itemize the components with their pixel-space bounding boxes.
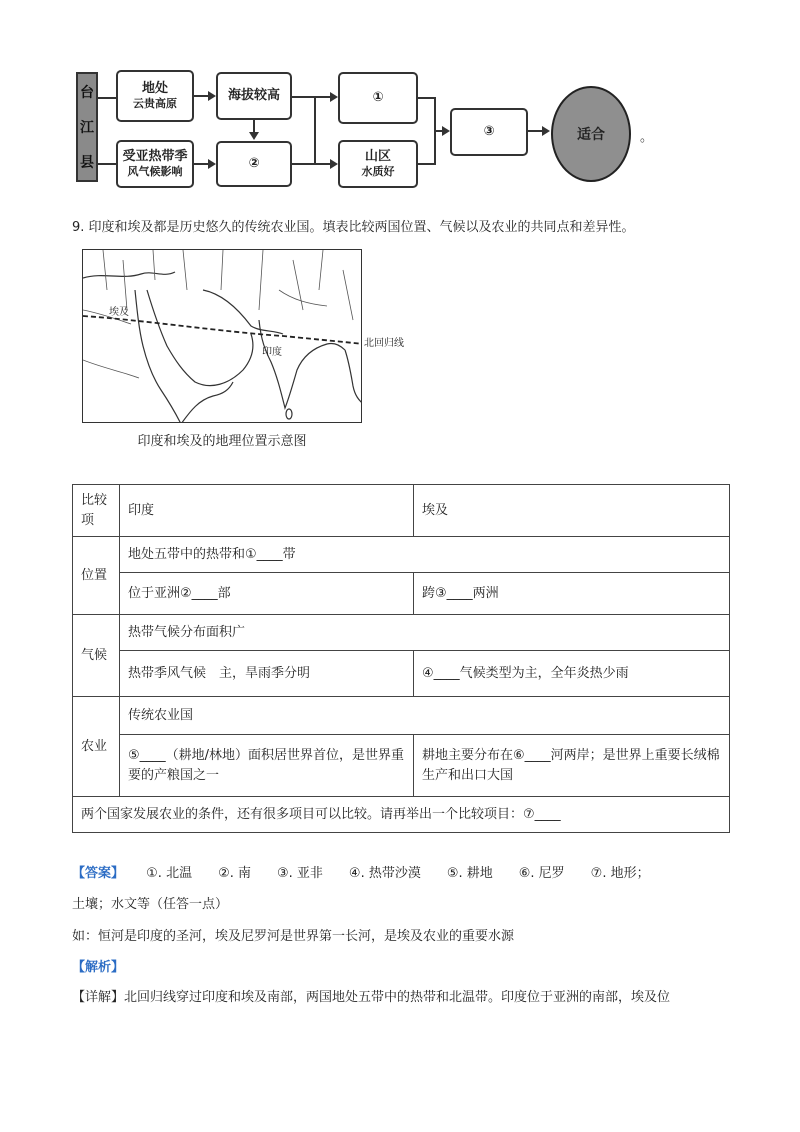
- arrow-right-icon: [208, 159, 216, 169]
- table-row: [73, 573, 730, 615]
- location-box: [116, 70, 194, 122]
- mountain-line1: 山区: [364, 149, 391, 164]
- coastline: [181, 382, 233, 423]
- connector: [314, 96, 316, 165]
- header-india: 印度: [120, 485, 414, 537]
- arrow-right-icon: [208, 91, 216, 101]
- blank1-box: [338, 72, 418, 124]
- altitude-text: 海拔较高: [227, 87, 280, 103]
- agri-india: ⑤____（耕地/林地）面积居世界首位，是世界重要的产粮国之一: [120, 735, 414, 797]
- arrow-right-icon: [330, 159, 338, 169]
- suitable-ellipse: [551, 86, 631, 182]
- detail-line: [72, 988, 792, 1008]
- arrow-right-icon: [442, 126, 450, 136]
- monsoon-line2: 风气候影响: [127, 165, 183, 179]
- coastline: [203, 290, 283, 334]
- row-climate: 气候: [73, 615, 120, 697]
- blank3-text: ③: [483, 123, 495, 139]
- answer-line-3: 如：恒河是印度的圣河，埃及尼罗河是世界第一长河，是埃及农业的重要水源: [72, 929, 515, 944]
- connector: [418, 163, 434, 165]
- analysis-tag: 【解析】: [72, 960, 125, 975]
- map-frame: [82, 249, 362, 423]
- location-line1: 地处: [141, 81, 168, 96]
- agri-egypt: 耕地主要分布在⑥____河两岸；是世界上重要长绒棉生产和出口大国: [414, 735, 730, 797]
- county-char-2: 江: [80, 119, 94, 136]
- arrow-down-icon: [249, 132, 259, 140]
- table-row: [73, 615, 730, 651]
- india-coast: [259, 320, 345, 408]
- map-svg: [83, 250, 362, 423]
- mountain-line2: 水质好: [361, 165, 395, 179]
- location-line2: 云贵高原: [133, 97, 177, 111]
- row-agri: 农业: [73, 697, 120, 797]
- county-char-3: 县: [80, 155, 94, 172]
- coastline: [83, 272, 175, 278]
- coastline: [147, 290, 253, 386]
- county-label-box: [76, 72, 98, 182]
- connector: [292, 163, 314, 165]
- detail-tag: 【详解】: [72, 990, 125, 1005]
- blank3-box: [450, 108, 528, 156]
- map-label-tropic: 北回归线: [364, 338, 404, 349]
- table-row: [73, 697, 730, 735]
- ellipse-text: 适合: [577, 127, 605, 143]
- table-footer: 两个国家发展农业的条件，还有很多项目可以比较。请再举出一个比较项目：⑦____: [73, 797, 730, 833]
- answer-items: ①. 北温 ②. 南 ③. 亚非 ④. 热带沙漠 ⑤. 耕地 ⑥. 尼罗 ⑦. 地形；: [146, 866, 650, 881]
- map-label-india: 印度: [262, 347, 282, 358]
- blank2-text: ②: [248, 155, 260, 171]
- agri-common: 传统农业国: [120, 697, 730, 735]
- connector: [292, 96, 314, 98]
- blank2-box: [216, 141, 292, 187]
- row-position: 位置: [73, 537, 120, 615]
- arrow-right-icon: [542, 126, 550, 136]
- tropic-of-cancer-line: [83, 316, 362, 344]
- position-common: 地处五带中的热带和①____带: [120, 537, 730, 573]
- header-egypt: 埃及: [414, 485, 730, 537]
- position-egypt: 跨③____两洲: [414, 573, 730, 615]
- answer-line-1: [72, 864, 792, 884]
- arrow-right-icon: [330, 92, 338, 102]
- table-row: [73, 735, 730, 797]
- coastline: [345, 350, 362, 404]
- header-compare: 比较项: [73, 485, 120, 537]
- connector: [98, 163, 116, 165]
- climate-common: 热带气候分布面积广: [120, 615, 730, 651]
- table-row: [73, 651, 730, 697]
- county-char-1: 台: [80, 84, 94, 101]
- mountain-box: [338, 140, 418, 188]
- comparison-table: [72, 484, 730, 833]
- table-row: [73, 797, 730, 833]
- table-row: [73, 485, 730, 537]
- connector: [418, 97, 434, 99]
- connector: [98, 97, 116, 99]
- climate-egypt: ④____气候类型为主，全年炎热少雨: [414, 651, 730, 697]
- blank1-text: ①: [372, 89, 384, 105]
- altitude-box: [216, 72, 292, 120]
- position-india: 位于亚洲②____部: [120, 573, 414, 615]
- monsoon-line1: 受亚热带季: [122, 149, 188, 164]
- climate-india: 热带季风气候 主，旱雨季分明: [120, 651, 414, 697]
- answer-line-2: 土壤；水文等（任答一点）: [72, 897, 229, 912]
- question-text: 9. 印度和埃及都是历史悠久的传统农业国。填表比较两国位置、气候以及农业的共同点和差异性。: [72, 220, 635, 235]
- answer-tag: 【答案】: [72, 866, 125, 881]
- map-caption: 印度和埃及的地理位置示意图: [137, 434, 307, 449]
- detail-text: 北回归线穿过印度和埃及南部，两国地处五带中的热带和北温带。印度位于亚洲的南部，埃及位: [124, 990, 671, 1005]
- trailing-period: 。: [640, 130, 654, 145]
- table-row: [73, 537, 730, 573]
- map-label-egypt: 埃及: [109, 307, 129, 318]
- monsoon-box: [116, 140, 194, 188]
